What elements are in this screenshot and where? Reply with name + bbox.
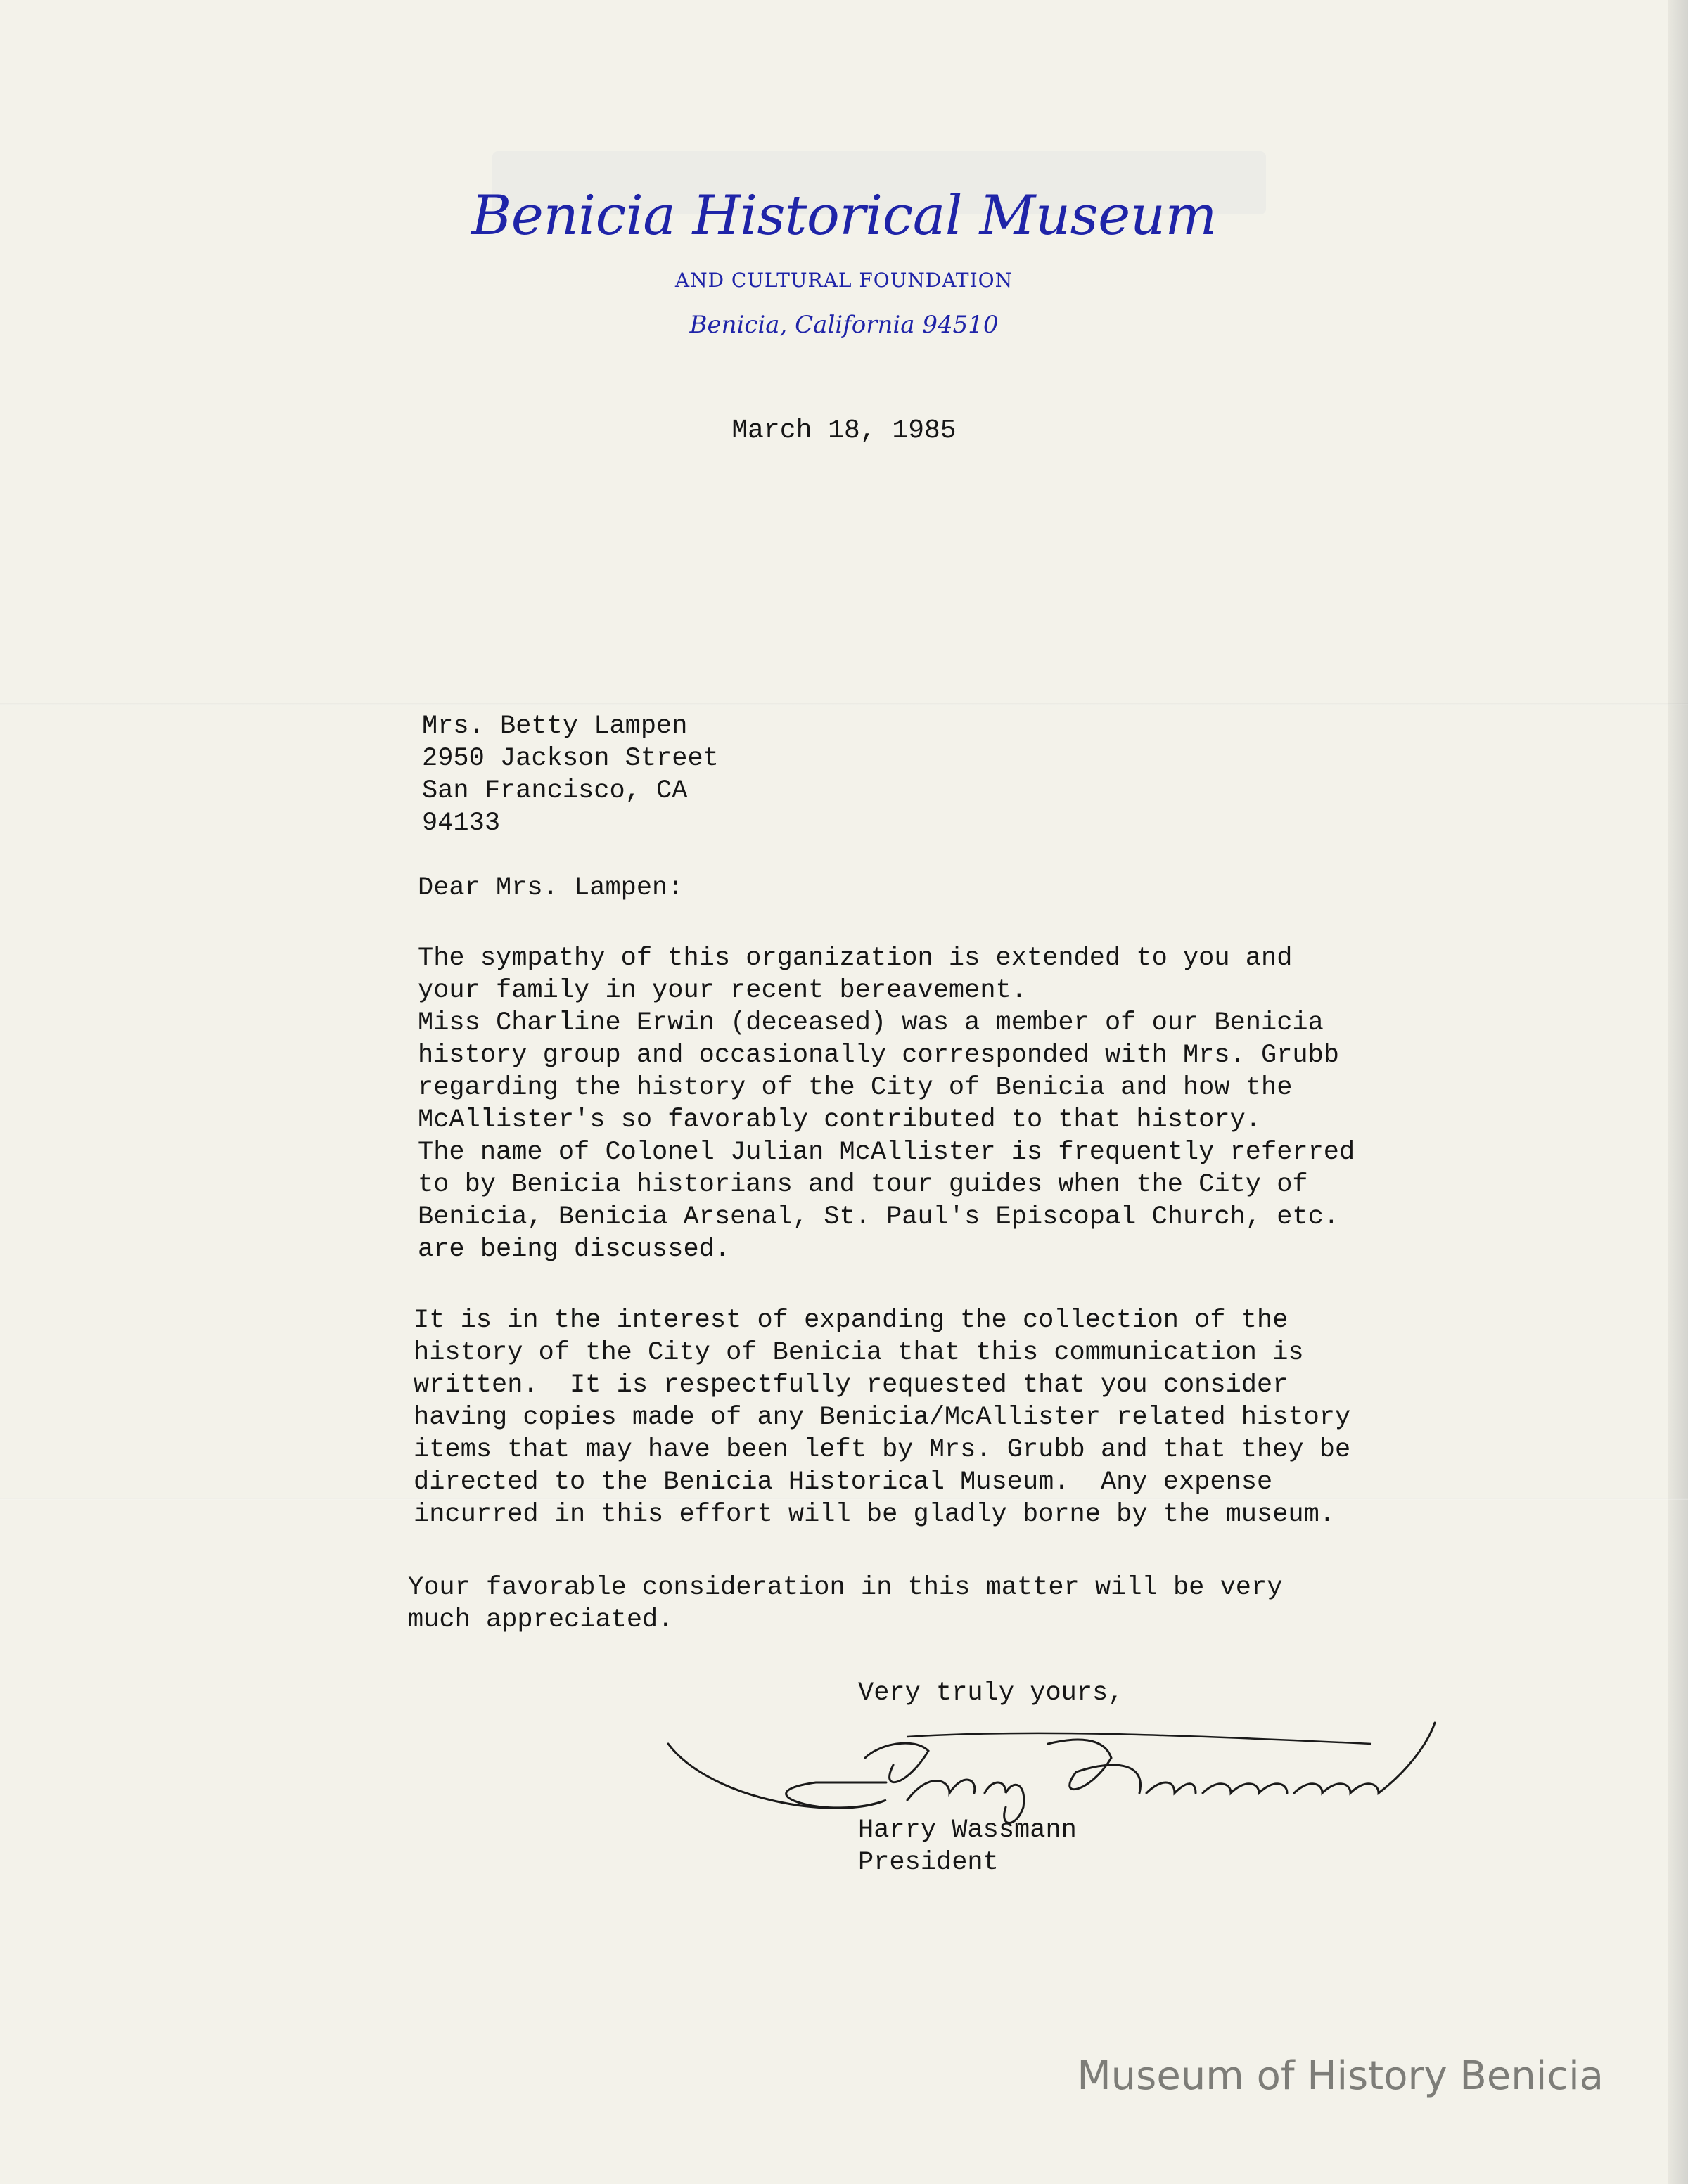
- letterhead-city: Benicia, California 94510: [689, 311, 999, 339]
- recipient-street: 2950 Jackson Street: [422, 744, 719, 773]
- paragraph-line: are being discussed.: [418, 1235, 731, 1264]
- recipient-name: Mrs. Betty Lampen: [422, 712, 688, 741]
- fold-line-upper: [0, 703, 1688, 705]
- paragraph-line: incurred in this effort will be gladly borne by the museum.: [414, 1500, 1336, 1529]
- paragraph-line: items that may have been left by Mrs. Grubb and that they be: [414, 1435, 1351, 1465]
- paragraph-line: The name of Colonel Julian McAllister is frequently referred: [418, 1138, 1355, 1167]
- closing: Very truly yours,: [858, 1678, 1124, 1708]
- body-paragraph-1: [418, 942, 1355, 1266]
- paragraph-line: directed to the Benicia Historical Museum. Any expense: [414, 1467, 1273, 1497]
- paragraph-line: Benicia, Benicia Arsenal, St. Paul's Episcopal Church, etc.: [418, 1202, 1340, 1232]
- letterhead-subtitle: AND CULTURAL FOUNDATION: [674, 269, 1014, 292]
- recipient-zip: 94133: [422, 809, 501, 838]
- paragraph-line: It is in the interest of expanding the collection of the: [414, 1306, 1289, 1335]
- body-paragraph-2: [414, 1304, 1350, 1531]
- letter-date: March 18, 1985: [731, 416, 957, 446]
- paragraph-line: The sympathy of this organization is extended to you and: [418, 944, 1293, 973]
- signer-title: President: [858, 1848, 999, 1877]
- paragraph-line: McAllister's so favorably contributed to that history.: [418, 1105, 1261, 1135]
- paragraph-line: to by Benicia historians and tour guides when the City of: [418, 1170, 1308, 1200]
- paragraph-line: having copies made of any Benicia/McAllister related history: [414, 1403, 1351, 1432]
- recipient-city: San Francisco, CA: [422, 776, 688, 806]
- paragraph-line: regarding the history of the City of Benicia and how the: [418, 1073, 1293, 1103]
- letterhead-title: Benicia Historical Museum: [471, 184, 1217, 248]
- paragraph-line: history group and occasionally corresponded with Mrs. Grubb: [418, 1041, 1340, 1070]
- signer-block: [858, 1814, 1077, 1879]
- recipient-address: [422, 710, 719, 840]
- signer-name: Harry Wassmann: [858, 1816, 1077, 1845]
- watermark: Museum of History Benicia: [1077, 2053, 1604, 2099]
- paragraph-line: your family in your recent bereavement.: [418, 976, 1027, 1006]
- paragraph-line: history of the City of Benicia that this communication is: [414, 1338, 1304, 1368]
- paragraph-line: much appreciated.: [408, 1605, 674, 1635]
- salutation: Dear Mrs. Lampen:: [418, 873, 684, 903]
- signature-stroke: [668, 1723, 1435, 1823]
- paragraph-line: written. It is respectfully requested that you consider: [414, 1370, 1289, 1400]
- signature-underline: [907, 1733, 1372, 1744]
- paragraph-line: Your favorable consideration in this matter will be very: [408, 1573, 1283, 1602]
- body-paragraph-3: [408, 1572, 1282, 1636]
- paragraph-line: Miss Charline Erwin (deceased) was a member of our Benicia: [418, 1008, 1324, 1038]
